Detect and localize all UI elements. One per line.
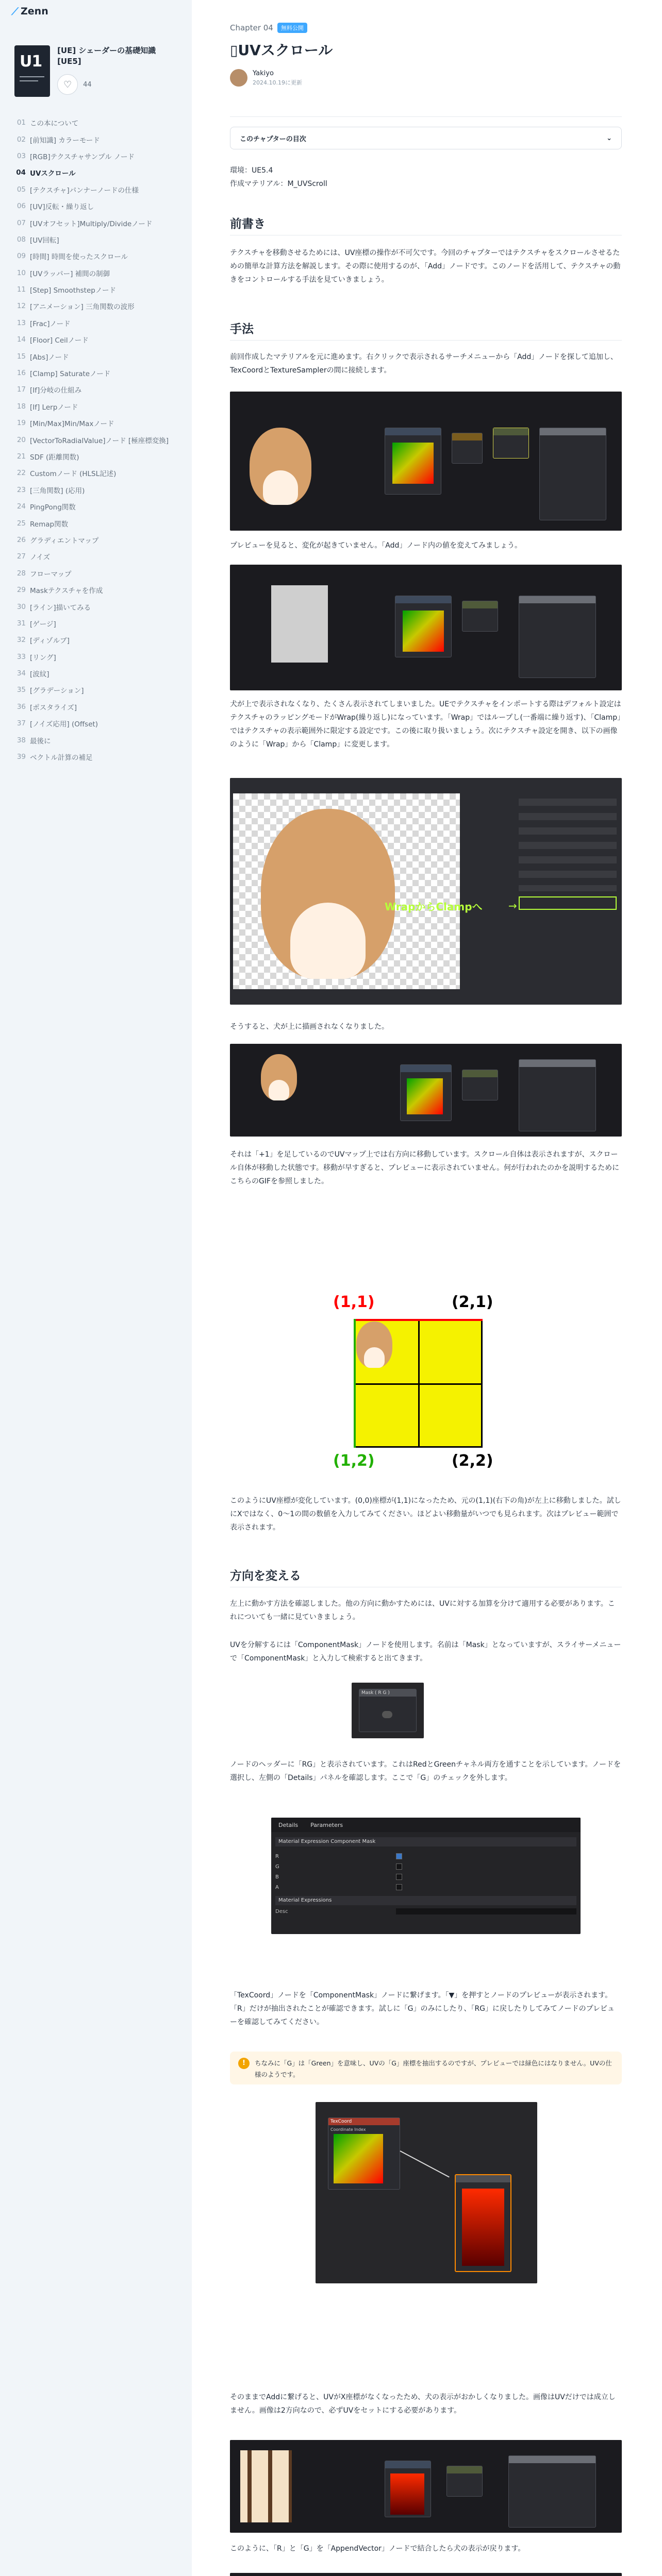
channel-checkbox[interactable] — [396, 1874, 402, 1880]
chapter-item[interactable] — [14, 649, 177, 665]
chapter-item[interactable] — [14, 281, 177, 298]
exclamation-icon: ! — [238, 2058, 250, 2069]
chapter-label: [Step] Smoothstepノード — [30, 286, 116, 295]
add-node — [462, 601, 498, 632]
chapter-item[interactable] — [14, 431, 177, 448]
chapter-number: 28 — [16, 569, 26, 578]
chapter-label: ノイズ — [30, 553, 51, 562]
env-line: 環境：UE5.4 — [230, 166, 273, 175]
main-content — [192, 0, 662, 2576]
label-2-1: (2,1) — [452, 1293, 493, 1311]
chapter-number: 17 — [16, 385, 26, 394]
label-1-1: (1,1) — [333, 1293, 375, 1311]
dog-preview — [261, 1054, 297, 1100]
details-rows — [271, 1852, 581, 1892]
chevron-down-icon: ⌄ — [606, 134, 612, 142]
chapter-number: 04 — [16, 168, 26, 177]
chapter-number: 08 — [16, 235, 26, 244]
chapter-label: [グラデーション] — [30, 687, 84, 696]
texcoord-node — [452, 433, 483, 464]
chapter-label: [ポスタライズ] — [30, 703, 77, 712]
screenshot-add-value — [230, 565, 622, 690]
add-node — [446, 2466, 483, 2497]
heart-icon: ♡ — [63, 79, 72, 90]
chapter-item[interactable] — [14, 482, 177, 498]
chapter-item[interactable] — [14, 415, 177, 431]
chapter-number: 15 — [16, 352, 26, 361]
paragraph: 前回作成したマテリアルを元に進めます。右クリックで表示されるサーチメニューから「Add」ノードを探して追加し、TexCoordとTextureSamplerの間に接続します。 — [230, 353, 618, 375]
chapter-label: [If]分岐の仕組み — [30, 386, 82, 395]
details-row — [275, 1852, 576, 1861]
v-axis — [354, 1319, 356, 1448]
chapter-number: 06 — [16, 202, 26, 211]
uv-square — [354, 1319, 483, 1448]
book-header — [14, 45, 177, 97]
chapter-number: 29 — [16, 586, 26, 595]
chapter-label: Remap関数 — [30, 520, 69, 529]
chapter-number: 38 — [16, 736, 26, 744]
chapter-label: SDF (距離関数) — [30, 453, 79, 462]
top-bar — [0, 0, 192, 23]
u-axis — [354, 1319, 483, 1321]
chapter-item[interactable] — [14, 398, 177, 415]
wire — [400, 2150, 450, 2177]
dog-preview — [261, 809, 395, 979]
chapter-label: [VectorToRadialValue]ノード [極座標変換] — [30, 436, 169, 445]
chapter-number: 32 — [16, 636, 26, 645]
chapter-item[interactable] — [14, 331, 177, 348]
chapter-item[interactable] — [14, 365, 177, 381]
chapter-label: この本について — [30, 120, 79, 128]
chapter-label: Chapter 04 — [230, 23, 273, 32]
logo-text: Zenn — [21, 6, 48, 17]
updated-date: 2024.10.19に更新 — [253, 79, 302, 86]
channel-checkbox[interactable] — [396, 1884, 402, 1890]
chapter-label: Customノード (HLSL記述) — [30, 470, 117, 479]
sidebar — [0, 23, 192, 2576]
texcoord-node — [328, 2117, 400, 2190]
chapter-label: [UV回転] — [30, 236, 59, 245]
page-title — [230, 39, 622, 60]
chapter-item[interactable] — [14, 198, 177, 214]
chapter-item[interactable] — [14, 682, 177, 698]
dog-preview — [356, 1321, 392, 1368]
chapter-number: 10 — [16, 268, 26, 277]
material-output-node — [508, 2455, 596, 2528]
avatar[interactable] — [230, 69, 247, 87]
chapter-number: 02 — [16, 135, 26, 144]
info-callout — [230, 2052, 622, 2084]
tiled-preview — [271, 585, 328, 663]
chapter-item[interactable] — [14, 181, 177, 198]
chapter-number: 34 — [16, 669, 26, 678]
chapter-item[interactable] — [14, 315, 177, 331]
chapter-item[interactable] — [14, 548, 177, 565]
desc-label: Desc — [275, 1908, 288, 1914]
chapter-number: 25 — [16, 519, 26, 528]
chapter-meta — [230, 23, 622, 33]
chapter-item[interactable] — [14, 248, 177, 264]
paragraph: UVを分解するには「ComponentMask」ノードを使用します。名前は「Mask」となっていますが、スライサーメニューで「ComponentMask」と入力して検索すると出てきます。 — [230, 1641, 621, 1663]
chapter-label: ベクトル計算の補足 — [30, 754, 93, 762]
tab-details[interactable]: Details — [278, 1821, 299, 1828]
chapter-item[interactable] — [14, 465, 177, 481]
chapter-label: [前知識] カラーモード — [30, 136, 100, 145]
chapter-label: グラディエントマップ — [30, 536, 99, 545]
chapter-item[interactable] — [14, 148, 177, 164]
chapter-item[interactable] — [14, 131, 177, 147]
chapter-number: 22 — [16, 469, 26, 478]
channel-label: B — [275, 1874, 279, 1880]
chapter-number: 09 — [16, 252, 26, 261]
dog-preview — [250, 428, 311, 505]
zenn-mark-icon: ⟋ — [11, 5, 19, 18]
cover-line — [20, 80, 38, 81]
chapter-label: フローマップ — [30, 570, 72, 579]
chapter-label: Maskテクスチャを作成 — [30, 587, 103, 596]
screenshot-append — [230, 2573, 622, 2576]
arrow-right-icon: → — [508, 900, 517, 912]
channel-checkbox[interactable] — [396, 1853, 402, 1859]
chapter-label: [If] Lerpノード — [30, 403, 78, 412]
add-node — [493, 428, 529, 459]
chapter-number: 27 — [16, 552, 26, 561]
paragraph: 犬が上で表示されなくなり、たくさん表示されてしまいました。UEでテクスチャをインポートする際はデフォルト設定はテクスチャのラッピングモードがWrap(繰り返し)になっています。「Wrap」ではループし(一番端に繰り返す)、「Clamp」ではテクスチャの表示範囲外に限定する設定です。この後に取り扱いましょう。次にテクスチャ設定を開き、以下の画像のように「Wrap」から「Clamp」に変更します。 — [230, 700, 621, 749]
chapter-number: 05 — [16, 185, 26, 194]
uv-grid-diagram — [230, 1288, 622, 1479]
desc-row — [275, 1907, 576, 1916]
paragraph: そのままでAddに繋げると、UVがX座標がなくなったため、犬の表示がおかしくなりました。画像はUVだけでは成立しません。画像は2方向なので、必ずUVをセットにする必要があります。 — [230, 2393, 616, 2415]
chapter-label: [UVラッパー] 補間の制御 — [30, 269, 110, 278]
details-row — [275, 1862, 576, 1871]
address-setting-highlight — [519, 896, 617, 910]
channel-label: R — [275, 1853, 279, 1859]
book-info — [57, 45, 177, 95]
chapter-item[interactable] — [14, 715, 177, 732]
channel-label: A — [275, 1884, 279, 1890]
channel-checkbox[interactable] — [396, 1863, 402, 1870]
label-1-2: (1,2) — [333, 1452, 375, 1470]
divider — [230, 116, 622, 117]
material-output-node — [519, 596, 596, 678]
chapter-number: 36 — [16, 702, 26, 711]
texture-sample-node — [395, 596, 452, 657]
details-panel — [519, 799, 617, 891]
screenshot-add-node — [230, 392, 622, 531]
paragraph: 「TexCoord」ノードを「ComponentMask」ノードに繋げます。「▼」を押すとノードのプレビューが表示されます。「R」だけが抽出されたことが確認できます。試しに「G」のみにしたり、「RG」に戻したりしてみてノードのプレビューを確認してみてください。 — [230, 1991, 615, 2026]
paragraph: テクスチャを移動させるためには、UV座標の操作が不可欠です。今回のチャプターではテクスチャをスクロールさせるための簡単な計算方法を解説します。その際に使用するのが、「Add」ノードです。このノードを活用して、テクスチャの動きをコントロールする手法を見ていきましょう。 — [230, 249, 621, 284]
screenshot-mask-node — [352, 1683, 424, 1738]
chapter-item[interactable] — [14, 532, 177, 548]
chapter-item[interactable] — [14, 565, 177, 582]
chapter-number: 03 — [16, 151, 26, 160]
material-output-node — [539, 428, 606, 520]
expand-toggle[interactable] — [382, 1711, 392, 1718]
chapter-label: [リング] — [30, 653, 56, 662]
mask-node — [455, 2174, 511, 2272]
chapter-list — [14, 114, 177, 765]
chapter-label: 最後に — [30, 737, 51, 745]
details-section: Material Expression Component Mask — [275, 1837, 576, 1846]
chapter-item[interactable] — [14, 114, 177, 131]
chapter-item[interactable] — [14, 498, 177, 515]
wrap-to-clamp-label: WrapからClampへ — [385, 901, 483, 913]
chapter-item[interactable] — [14, 298, 177, 314]
desc-input[interactable] — [396, 1908, 576, 1914]
component-mask-node — [359, 1689, 417, 1732]
chapter-number: 01 — [16, 118, 26, 127]
mask-preview — [462, 2189, 504, 2266]
texture-sample-node — [400, 1064, 452, 1121]
mask-node-title: Mask ( R G ) — [359, 1689, 416, 1697]
heading-rule — [230, 340, 622, 341]
chapter-number: 37 — [16, 719, 26, 728]
chapter-item[interactable] — [14, 665, 177, 682]
free-badge: 無料公開 — [277, 23, 307, 33]
texture-sample-node — [385, 2461, 431, 2517]
book-actions — [57, 74, 177, 95]
author-name[interactable]: Yakiyo — [253, 69, 274, 77]
chapter-label: [ライン]描いてみる — [30, 603, 91, 612]
chapter-label: [時間] 時間を使ったスクロール — [30, 253, 128, 262]
paragraph: このようにUV座標が変化しています。(0,0)座標が(1,1)になったため、元の(1,1)(右下の角)が左上に移動しました。試しにXではなく、0〜1の間の数値を入力してみてください。ほどよい移動量がいつでも見られます。次はプレビュー範囲で表示されます。 — [230, 1497, 621, 1532]
zenn-logo[interactable] — [11, 5, 48, 18]
details-tabs — [271, 1818, 581, 1832]
stretched-preview — [240, 2450, 292, 2522]
chapter-number: 21 — [16, 452, 26, 461]
chapter-item[interactable] — [14, 732, 177, 748]
like-count: 44 — [83, 80, 92, 89]
chapter-label: [ディゾルブ] — [30, 637, 70, 646]
chapter-item[interactable] — [14, 231, 177, 248]
details-section: Material Expressions — [275, 1896, 576, 1905]
details-row — [275, 1883, 576, 1892]
chapter-label: [Abs]ノード — [30, 353, 69, 362]
callout-text: ちなみに「G」は「Green」を意味し、UVの「G」座標を抽出するのですが、プレビューでは緑色にはなりません。UVの仕様のようです。 — [255, 2059, 612, 2078]
chapter-label: [UV]反転・繰り返し — [30, 203, 94, 212]
chapter-label: PingPong関数 — [30, 503, 76, 512]
cover-text: U1 — [20, 53, 42, 71]
chapter-item[interactable] — [14, 749, 177, 765]
chapter-label: [ノイズ応用] (Offset) — [30, 720, 98, 729]
env-line: 作成マテリアル：M_UVScroll — [230, 180, 327, 188]
chapter-number: 35 — [16, 686, 26, 694]
heading-intro: 前書き — [230, 217, 266, 231]
author-info — [230, 69, 622, 87]
chapter-number: 33 — [16, 652, 26, 661]
chapter-label: [波紋] — [30, 670, 49, 679]
screenshot-wrap-to-clamp — [230, 778, 622, 1005]
chapter-number: 30 — [16, 602, 26, 611]
chapter-item[interactable] — [14, 615, 177, 632]
chapter-label: [三角関数] (応用) — [30, 486, 85, 495]
chapter-item[interactable] — [14, 582, 177, 598]
chapter-number: 20 — [16, 435, 26, 444]
env-text — [230, 164, 622, 191]
heading-steps: 手法 — [230, 323, 254, 336]
screenshot-details-panel — [271, 1818, 581, 1934]
paragraph: ノードのヘッダーに「RG」と表示されています。これはRedとGreenチャネル両方を通すことを示しています。ノードを選択し、左側の「Details」パネルを確認します。ここで「G」のチェックを外します。 — [230, 1760, 621, 1782]
chapter-item[interactable] — [14, 265, 177, 281]
texcoord-preview — [334, 2134, 383, 2183]
chapter-number: 11 — [16, 285, 26, 294]
cover-line — [20, 76, 44, 77]
add-node — [462, 1070, 498, 1100]
book-title[interactable]: [UE] シェーダーの基礎知識 [UE5] — [57, 46, 156, 66]
chapter-number: 07 — [16, 218, 26, 227]
toc-toggle-label: このチャプターの目次 — [240, 135, 306, 143]
chapter-number: 14 — [16, 335, 26, 344]
chapter-item[interactable] — [14, 632, 177, 648]
coord-index-label: Coordinate Index — [330, 2127, 366, 2132]
chapter-number: 16 — [16, 369, 26, 378]
chapter-item[interactable] — [14, 214, 177, 231]
chapter-item[interactable] — [14, 598, 177, 615]
texcoord-title: TexCoord — [328, 2118, 400, 2125]
channel-label: G — [275, 1863, 279, 1870]
chapter-item[interactable] — [14, 448, 177, 465]
material-output-node — [519, 1059, 596, 1131]
details-row — [275, 1872, 576, 1882]
screenshot-broken-uv — [230, 2440, 622, 2533]
chapter-number: 26 — [16, 535, 26, 544]
chapter-toc-toggle[interactable] — [230, 127, 622, 149]
chapter-number: 19 — [16, 419, 26, 428]
chapter-label: UVスクロール — [30, 170, 76, 178]
paragraph: プレビューを見ると、変化が起きていません。「Add」ノード内の値を変えてみましょう。 — [230, 541, 522, 550]
chapter-item[interactable] — [14, 348, 177, 364]
chapter-number: 18 — [16, 402, 26, 411]
tab-parameters[interactable]: Parameters — [310, 1821, 343, 1828]
heading-direction: 方向を変える — [230, 1569, 301, 1583]
chapter-number: 24 — [16, 502, 26, 511]
article — [230, 0, 622, 2553]
chapter-item[interactable] — [14, 515, 177, 531]
chapter-item[interactable] — [14, 164, 177, 181]
like-button[interactable] — [57, 74, 78, 95]
chapter-label: [UVオフセット]Multiply/Divideノード — [30, 219, 153, 228]
chapter-label: [Frac]ノード — [30, 319, 71, 328]
chapter-label: [Floor] Ceilノード — [30, 336, 89, 345]
chapter-label: [ゲージ] — [30, 620, 56, 629]
texture-sample-node — [385, 428, 441, 495]
chapter-number: 12 — [16, 302, 26, 311]
paragraph: このように、「R」と「G」を「AppendVector」ノードで結合したら犬の表示が戻ります。 — [230, 2545, 525, 2553]
chapter-item[interactable] — [14, 699, 177, 715]
missing-glyph-icon: ▯ — [230, 42, 238, 59]
screenshot-mask-preview — [316, 2102, 537, 2283]
paragraph: 左上に動かす方法を確認しました。他の方向に動かすためには、UVに対する加算を分けて適用する必要があります。これについても一緒に見ていきましょう。 — [230, 1600, 615, 1621]
chapter-number: 23 — [16, 485, 26, 494]
paragraph: そうすると、犬が上に描画されなくなりました。 — [230, 1023, 389, 1031]
chapter-label: [アニメーション] 三角関数の波形 — [30, 303, 135, 312]
chapter-label: [RGB]テクスチャサンプル ノード — [30, 152, 135, 161]
chapter-item[interactable] — [14, 381, 177, 398]
chapter-number: 13 — [16, 318, 26, 327]
screenshot-clamp-result — [230, 1044, 622, 1137]
chapter-label: [テクスチャ]パンナーノードの仕様 — [30, 186, 139, 195]
chapter-label: [Clamp] Saturateノード — [30, 370, 111, 379]
label-2-2: (2,2) — [452, 1452, 493, 1470]
page-title-text: UVスクロール — [238, 42, 333, 59]
chapter-number: 31 — [16, 619, 26, 628]
chapter-label: [Min/Max]Min/Maxノード — [30, 420, 114, 429]
book-cover[interactable] — [14, 45, 50, 97]
paragraph: それは「+1」を足しているのでUVマップ上では右方向に移動しています。スクロール自体は表示されますが、スクロール自体が移動した状態です。移動が早すぎると、プレビューに表示されていません。何が行われたのかを説明するためにこちらのGIFを参照しました。 — [230, 1150, 620, 1185]
chapter-number: 39 — [16, 753, 26, 761]
